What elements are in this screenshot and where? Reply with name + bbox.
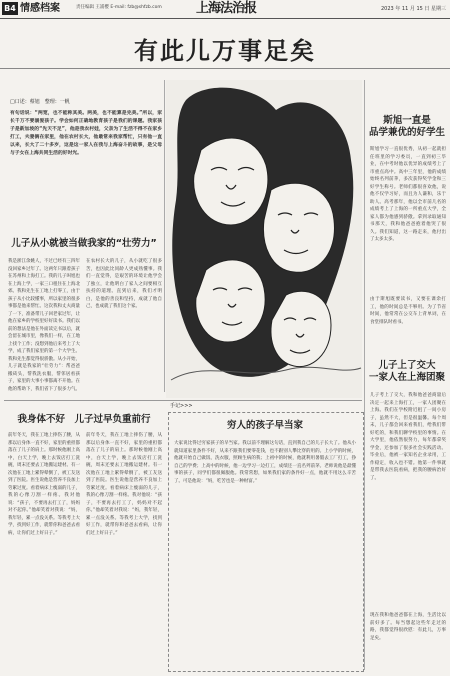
footnote-label: 手记>>>: [170, 403, 193, 409]
section-2-body-cont: 前年冬天，我在工地上摔伤了腰，从那以后身体一直不好，家里的重担都落在了儿子的肩上。那时候他刚上高中，白天上学，晚上去饭店打工洗碗，周末还要去工地搬运建材。有一次他在工地上累得晕倒了，被工友送到了医院。医生说他是营养不良加上劳累过度。看着病床上瘦弱的儿子，我的心像刀割一样疼。我对他说：“孩子，不要再去打工了，妈妈对不起你。”他却笑着对我说：“妈，我年轻，累一点没关系。等我考上大学，找到好工作，就带你和爸爸去看病，让你们过上好日子。”: [86, 433, 162, 536]
section-1-body: 我是浙江余姚人，不过已经有三四年没回家乡过年了。这两年只跟着孩子在苏州和上海打工。我的儿子叫旭也在上海上学，一家三口租住在上海北郊。我和先生在工地上打零工，由于孩子从小比较懂事，所以家里的很多事都是他来帮忙。这次我和丈夫商量了一下，准备带儿子回老家过年，让他在家乡的学校里好好读书。我们以前的想法是他在外面读完书以后，就会留在城市里，像我们一样，在工地上找个工作；没想到他后来考上了大学，成了我们家里的第一个大学生。我和先生都觉得很骄傲。从小开始，儿子就是我家的“壮劳力”：帮爸爸搬砖头，帮我洗衣服，帮邻居看孩子，家里的大事小事都离不开他。在他的帮助下，我们省下了很多力气。: [8, 259, 80, 392]
issue-date: 2023 年 11 月 15 日 星期三: [381, 6, 446, 12]
newspaper-masthead: 上海法治报: [196, 1, 257, 16]
section-2-body: 前年冬天，我在工地上摔伤了腰，从那以后身体一直不好，家里的重担都落在了儿子的肩上。那时候他刚上高中，白天上学，晚上去饭店打工洗碗，周末还要去工地搬运建材。有一次他在工地上累得晕倒了，被工友送到了医院。医生说他是营养不良加上劳累过度。看着病床上瘦弱的儿子，我的心像刀割一样疼。我对他说：“孩子，不要再去打工了，妈妈对不起你。”他却笑着对我说：“妈，我年轻，累一点没关系。等我考上大学，找到好工作，就带你和爸爸去看病，让你们过上好日子。”: [8, 433, 80, 536]
article-lead: 有句话说：“两宽，也不能称其美。两美，也不能算是完美。”所以，家长千万不要溺爱孩子。学会如何正确地教育孩子是我们的课题。我家孩子是新加坡的“先天不足”，他是我农村娃，父亲为了生活不得不在家乡打工，夫妻俩在家里，他在农村长大，他最常来我家帮忙，只有他一直以来，长大了二十多岁，这是这一家人在我与上海奋斗的故事，是父母与子女在上海共同生活的好时光。: [10, 111, 162, 156]
right-heading-1: 斯旭一直是 品学兼优的好学生: [368, 115, 445, 138]
section-heading-3: 穷人的孩子早当家: [226, 420, 303, 431]
section-heading-1: 儿子从小就被当做我家的“壮劳力”: [11, 238, 157, 249]
title-divider: [0, 68, 450, 69]
right-section-2-body-cont: 现在我和他爸爸都在上海，生活比以前好多了。每当想起这些年走过的路，我都觉得很欣慰：有此儿，万事足矣。: [370, 613, 446, 641]
column-divider: [164, 80, 165, 392]
section-divider: [4, 400, 362, 401]
page-number: B4: [2, 2, 18, 15]
right-section-1-body-cont: 由于斯旭既要读书，又要在课余打工，他的时间总是不够用。为了节省时间，他常常在公交车上背单词，在食堂排队时看书。: [370, 297, 446, 325]
section-name: 情感档案: [20, 3, 60, 14]
women-faces-illustration: [166, 80, 362, 398]
right-heading-2: 儿子上了交大 一家人在上海团聚: [368, 360, 445, 383]
right-section-2-body: 儿子考上了交大，我和他爸爸商量后决定一起来上海打工，一家人团聚在上海。我们在学校附近租了一间小房子，虽然不大，但是很温馨。每个周末，儿子都会回来看我们，给我们带好吃的，和我们聊学校里的事情。在大学里，他依然很努力，每年都拿奖学金，还参加了很多社会实践活动。毕业后，他被一家知名企业录用，工作稳定，收入也不错。他第一件事就是带我去医院看病，把我的腰病治好了。: [370, 393, 446, 481]
right-section-1-body: 斯旭学习一直很优秀，从初一起就担任班里的学习委员，一直到初三毕业，在中考时他以优异的成绩考上了市重点高中。高中三年里，他的成绩始终名列前茅，多次获得奖学金和三好学生称号。老师们都很喜欢他，说他不仅学习好，而且为人谦和，乐于助人。高考那年，他以全市前几名的成绩考上了上海的一所重点大学，全家人都为他感到骄傲。拿到录取通知书那天，我和他爸爸抱着他哭了很久。我们知道，这一路走来，他付出了太多太多。: [370, 147, 446, 242]
article-title: 有此儿万事足矣: [134, 36, 316, 65]
section-heading-2: 我身体不好 儿子过早负重前行: [17, 414, 151, 425]
section-1-body-cont: 在农村长大的儿子，从小就吃了很多苦，也因此比同龄人更成熟懂事。我们一直觉得，是艰苦的环境让他学会了独立，让他明白了家人之间要相互扶持的道理。直到后来，我们才明白，是他的善良和坚持，成就了他自己，也成就了我们这个家。: [86, 259, 162, 309]
byline: □口述：蔡旭 整理：一帆: [10, 99, 70, 105]
section-3-body: 大家说比得过穷家孩子的早当家。我以前不理解这句话，直到我自己的儿子长大了。他从小就知道家里条件不好，从来不跟我们要零花钱，也不跟别人攀比穿的用的。上小学的时候，他就开始自己做饭、洗衣服，照顾生病的我；上初中的时候，他就利用暑假去工厂打工，挣自己的学费；上高中的时候，他一边学习一边打工，成绩还一直名列前茅。老师说他是最懂事的孩子，同学们都很佩服他。我常常想，如果我们家的条件好一点，他就不用这么辛苦了。可是他说：“妈，吃苦也是一种财富。”: [174, 441, 356, 484]
editor-info: 责任编辑 王浦樱 E-mail: fzb@shfzb.com: [76, 5, 162, 10]
